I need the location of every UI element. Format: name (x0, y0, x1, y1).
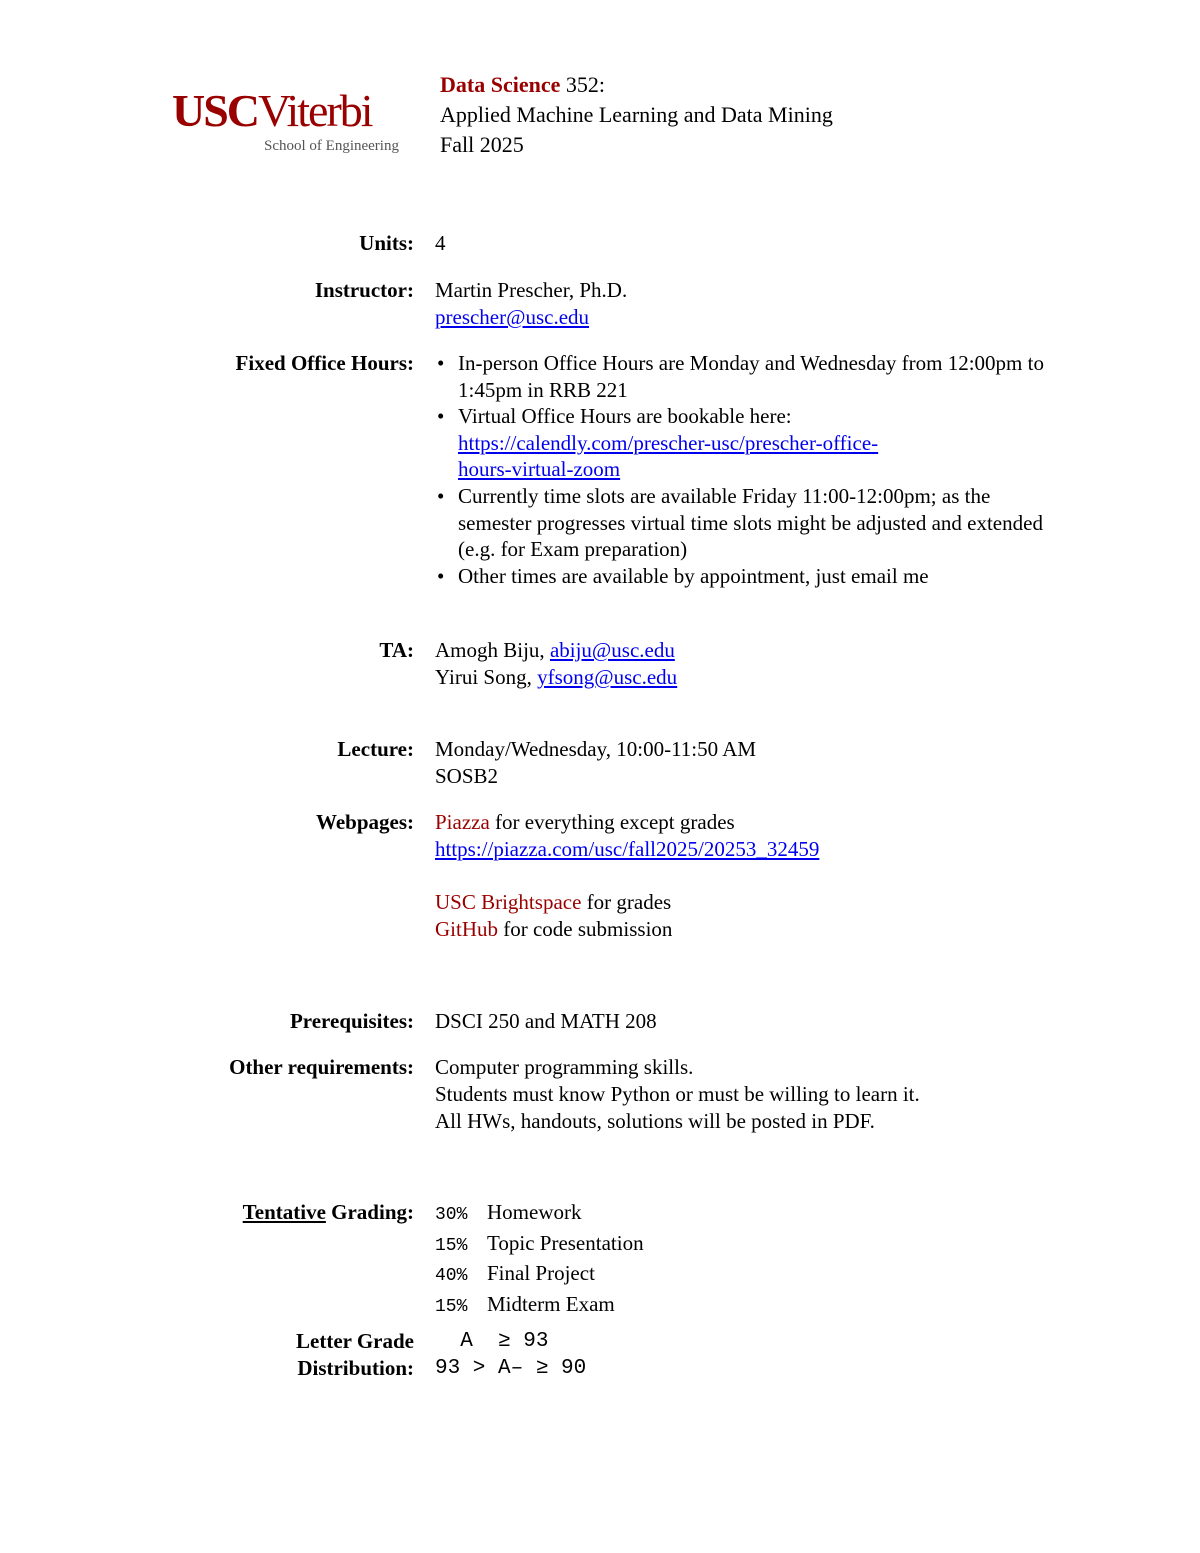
webpages-label: Webpages: (315, 810, 414, 834)
course-number: 352: (560, 72, 605, 97)
logo-viterbi-text: Viterbi (258, 85, 372, 136)
ta-info (435, 637, 677, 691)
instructor-email-link[interactable]: prescher@usc.edu (435, 305, 590, 329)
logo-school-text: School of Engineering (264, 138, 399, 154)
course-name: Applied Machine Learning and Data Mining (440, 102, 833, 127)
list-item: 40% Final Project (435, 1261, 595, 1286)
ta2-name: Yirui Song, (435, 665, 538, 689)
webpages-info (435, 809, 819, 943)
piazza-name: Piazza (435, 810, 490, 834)
grading-list (435, 1199, 644, 1321)
other-req-label: Other requirements: (229, 1055, 414, 1079)
office-hours-list (435, 350, 1055, 589)
lecture-time: Monday/Wednesday, 10:00-11:50 AM (435, 737, 757, 761)
other-req-line: Computer programming skills. (435, 1055, 694, 1079)
brightspace-desc: for grades (581, 890, 672, 914)
github-desc: for code submission (498, 917, 673, 941)
lecture-info (435, 736, 756, 790)
github-name: GitHub (435, 917, 498, 941)
piazza-desc: for everything except grades (489, 810, 735, 834)
list-item: • Currently time slots are available Friday 11:00-12:00pm; as the semester progresses virtual time slots might be adjusted and extended (e.g. for Exam preparation) (435, 483, 1055, 563)
prereq-value: DSCI 250 and MATH 208 (435, 1009, 657, 1033)
instructor-label: Instructor: (314, 278, 414, 302)
other-req-info (435, 1054, 920, 1135)
letter-grade-line: 93 > A– ≥ 90 (435, 1357, 587, 1380)
letter-grade-line: A ≥ 93 (435, 1330, 549, 1353)
letter-grade-label: Letter Grade Distribution: (296, 1329, 414, 1380)
course-dept: Data Science (440, 72, 561, 97)
list-item: 15% Midterm Exam (435, 1291, 615, 1317)
instructor-info (435, 277, 627, 331)
lecture-label: Lecture: (337, 737, 414, 761)
ta2-email-link[interactable]: yfsong@usc.edu (537, 665, 678, 689)
office-hours-label: Fixed Office Hours: (235, 351, 414, 375)
grading-label: Tentative Grading: (242, 1200, 414, 1224)
lecture-room: SOSB2 (435, 764, 499, 788)
list-item (435, 403, 1055, 483)
other-req-line: Students must know Python or must be willing to learn it. (435, 1082, 920, 1106)
list-item: 15% Topic Presentation (435, 1230, 644, 1256)
usc-viterbi-logo (172, 85, 412, 158)
calendly-link[interactable]: https://calendly.com/prescher-usc/prescher-office- hours-virtual-zoom (458, 430, 879, 482)
ta1-name: Amogh Biju, (435, 638, 550, 662)
units-value: 4 (435, 231, 446, 255)
list-item: • In-person Office Hours are Monday and Wednesday from 12:00pm to 1:45pm in RRB 221 (435, 350, 1055, 403)
letter-grade-list (435, 1328, 586, 1382)
virtual-hours-text: Virtual Office Hours are bookable here: (458, 404, 792, 429)
logo-usc-text: USC (172, 85, 259, 136)
list-item: 30% Homework (435, 1200, 582, 1225)
brightspace-name: USC Brightspace (435, 890, 582, 914)
instructor-name: Martin Prescher, Ph.D. (435, 278, 628, 302)
course-header (440, 70, 833, 160)
course-term: Fall 2025 (440, 132, 524, 157)
other-req-line: All HWs, handouts, solutions will be posted in PDF. (435, 1109, 875, 1133)
piazza-link[interactable]: https://piazza.com/usc/fall2025/20253_32459 (435, 837, 820, 861)
ta1-email-link[interactable]: abiju@usc.edu (549, 638, 675, 662)
units-label: Units: (359, 231, 414, 255)
prereq-label: Prerequisites: (289, 1009, 414, 1033)
list-item: • Other times are available by appointment, just email me (435, 563, 1055, 590)
ta-label: TA: (379, 638, 414, 662)
